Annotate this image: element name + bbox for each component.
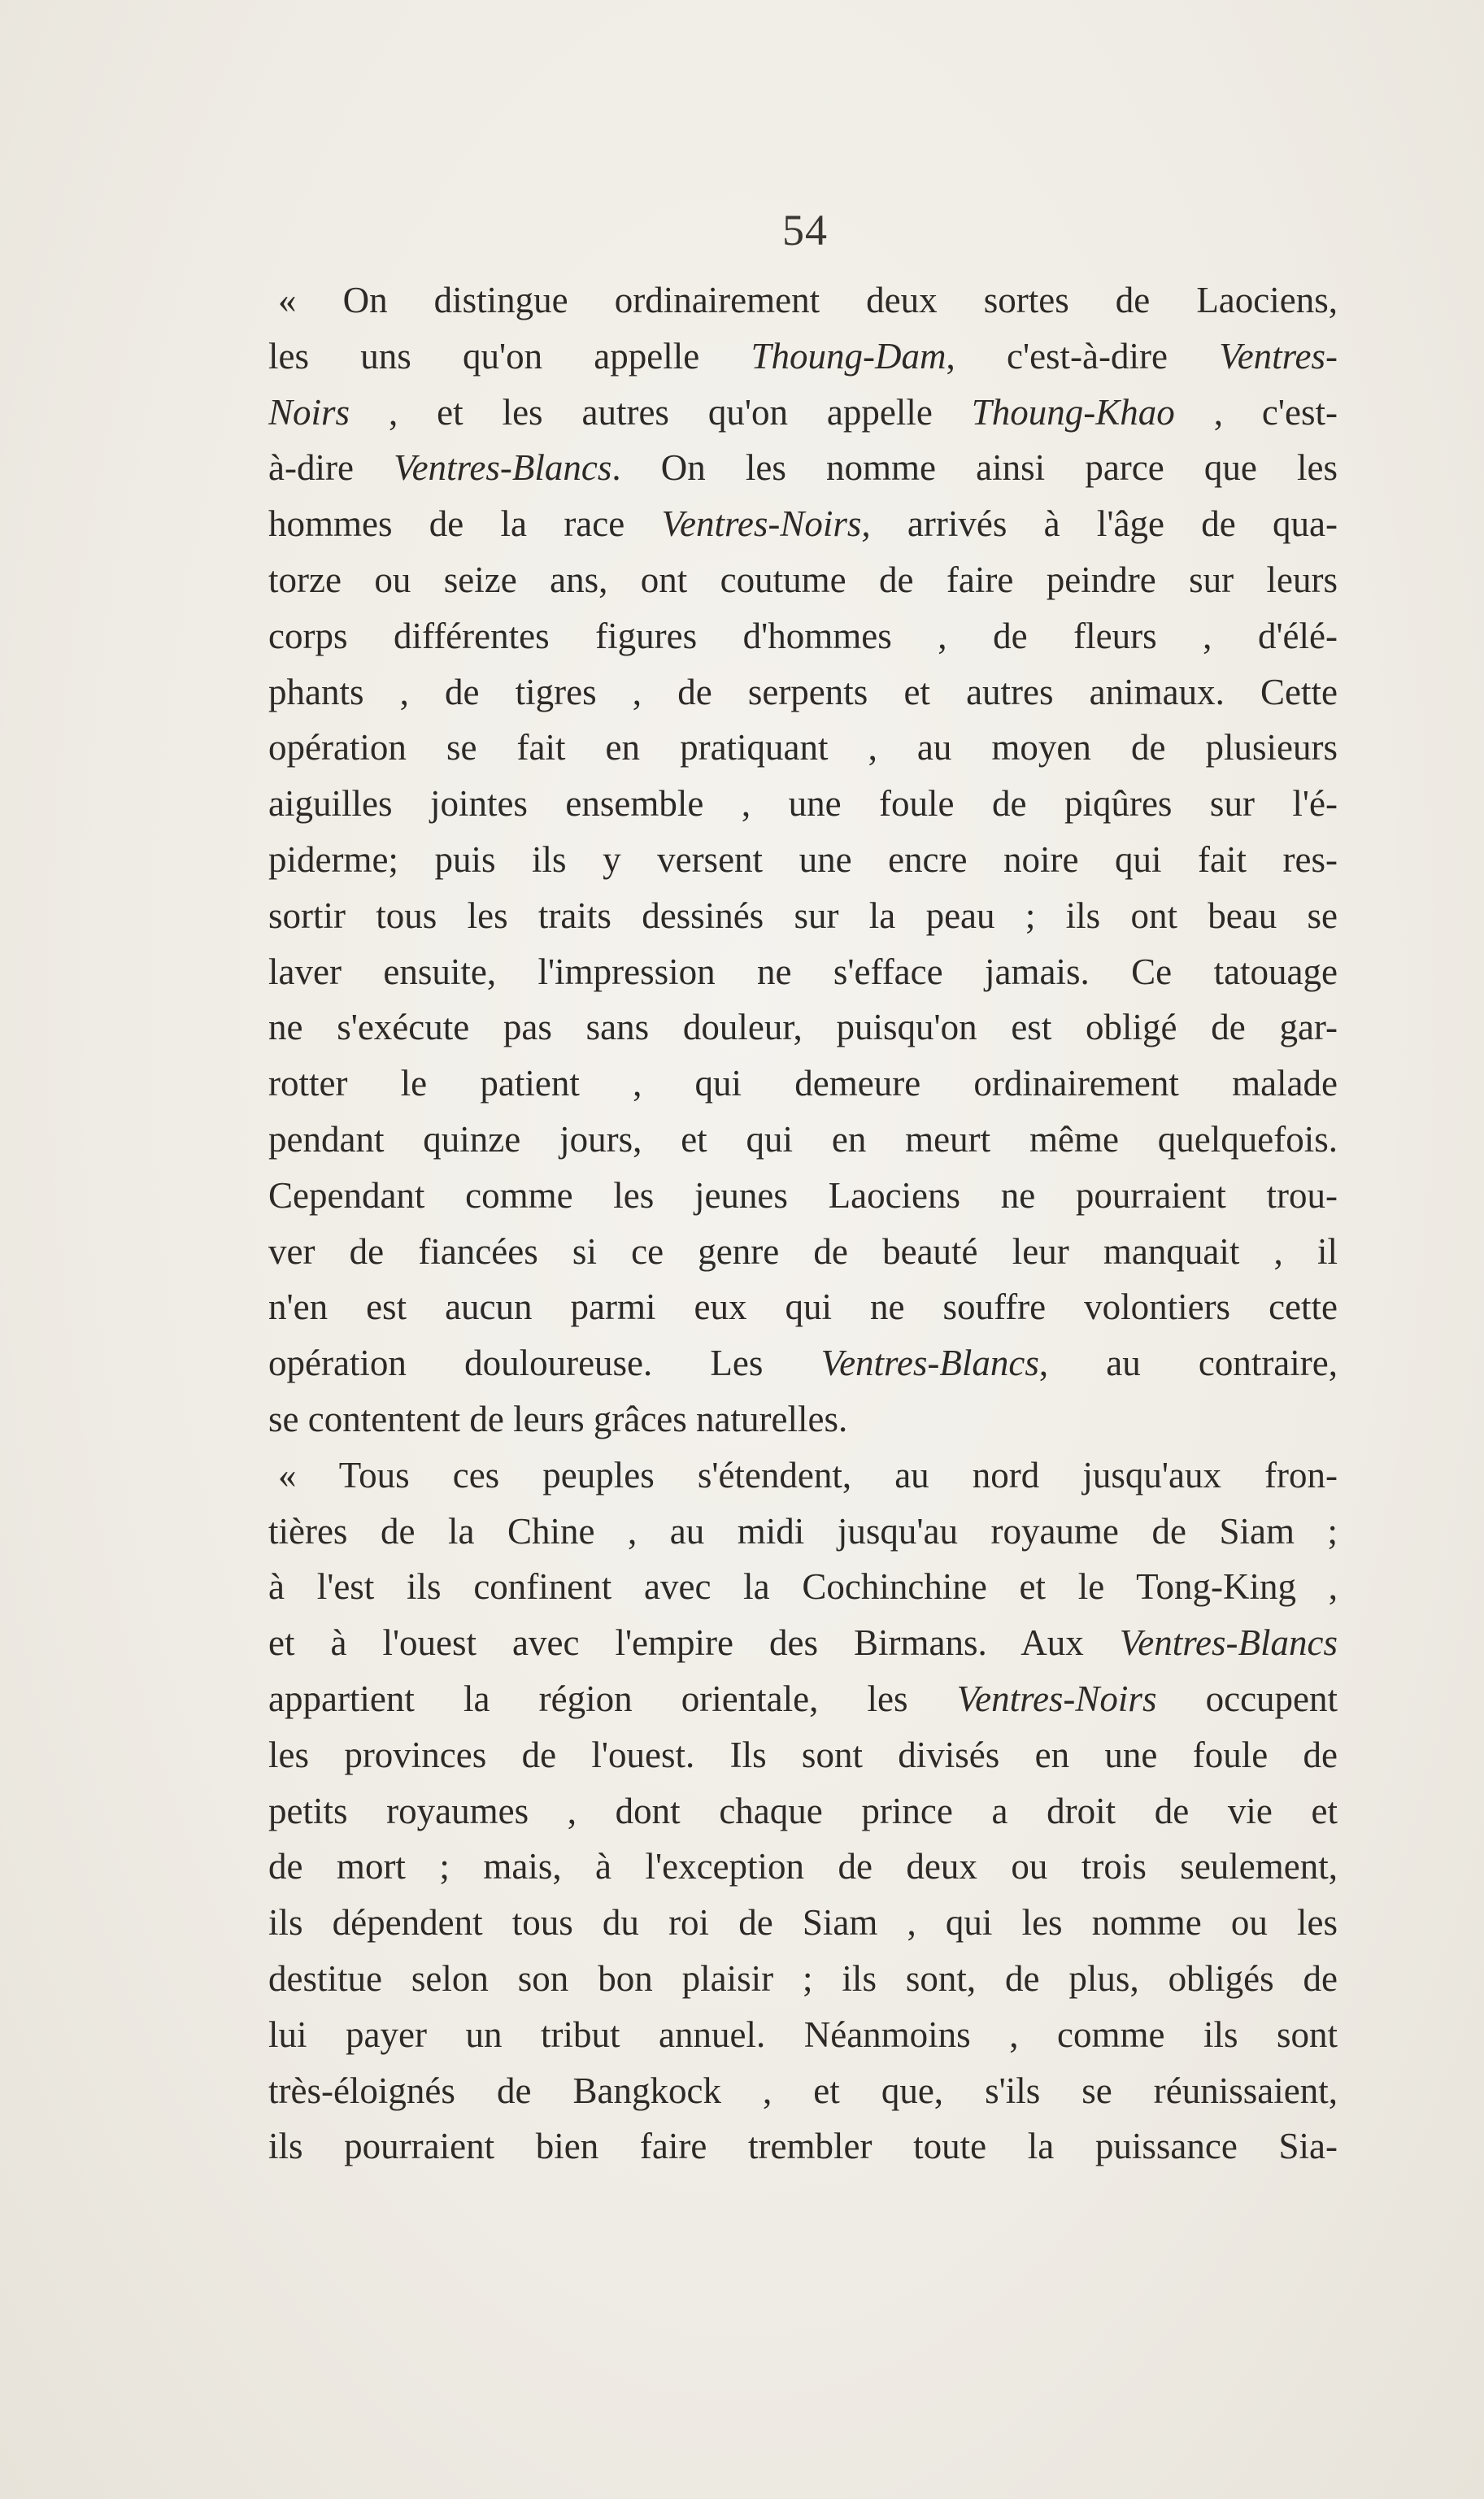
text-segment: corps différentes figures d'hommes , de fleurs , d'élé- [268, 615, 1338, 656]
text-segment: ils dépendent tous du roi de Siam , qui les nomme ou les [268, 1902, 1338, 1944]
text-segment: rotter le patient , qui demeure ordinairement malade [268, 1063, 1338, 1104]
text-segment: à-dire [268, 447, 394, 489]
text-segment: , et les autres qu'on appelle [350, 391, 972, 433]
text-line [268, 1504, 1338, 1560]
text-segment: . On les nomme ainsi parce que les [611, 447, 1338, 489]
italic-term: Thoung-Dam [751, 335, 947, 377]
text-segment: destitue selon son bon plaisir ; ils sont, de plus, obligés de [268, 1957, 1338, 1999]
text-segment: Cependant comme les jeunes Laociens ne pourraient trou- [268, 1174, 1338, 1216]
italic-term: Ventres-Blancs [820, 1343, 1039, 1384]
text-line [268, 608, 1338, 664]
text-segment: à l'est ils confinent avec la Cochinchine et le Tong-King , [268, 1566, 1338, 1608]
text-line [268, 999, 1338, 1056]
text-line [268, 1671, 1338, 1727]
text-segment: , au contraire, [1038, 1343, 1338, 1384]
text-segment: pendant quinze jours, et qui en meurt même quelquefois. [268, 1118, 1338, 1160]
text-segment: ne s'exécute pas sans douleur, puisqu'on est obligé de gar- [268, 1007, 1338, 1048]
text-segment: arrivés à l'âge de qua- [870, 503, 1338, 545]
text-line [268, 1335, 1338, 1391]
text-line [268, 832, 1338, 888]
italic-term: Ventres-Noirs [956, 1678, 1157, 1719]
text-segment: ver de fiancées si ce genre de beauté leur manquait , il [268, 1230, 1338, 1272]
text-line [268, 272, 1338, 329]
text-line [268, 888, 1338, 944]
text-line [268, 720, 1338, 776]
text-segment: , c'est- [1174, 391, 1338, 433]
text-segment: de mort ; mais, à l'exception de deux ou trois seulement, [268, 1846, 1338, 1887]
text-segment: « On distingue ordinairement deux sortes de Laociens, [278, 280, 1338, 320]
text-line [268, 1112, 1338, 1168]
body-text [268, 272, 1338, 2175]
text-line [268, 1448, 1338, 1504]
text-segment: et à l'ouest avec l'empire des Birmans. Aux [268, 1622, 1120, 1664]
text-line [268, 1224, 1338, 1280]
text-line [268, 1559, 1338, 1615]
text-segment: « Tous ces peuples s'étendent, au nord jusqu'aux fron- [278, 1454, 1338, 1495]
text-line [268, 1727, 1338, 1783]
page-number: 54 [782, 206, 828, 255]
text-segment: , c'est-à-dire [946, 335, 1220, 377]
text-segment: sortir tous les traits dessinés sur la peau ; ils ont beau se [268, 895, 1338, 936]
text-line [268, 1839, 1338, 1895]
italic-term: Noirs [268, 391, 350, 433]
text-line [268, 1056, 1338, 1112]
text-line [268, 385, 1338, 441]
text-segment: hommes de la race [268, 503, 662, 545]
text-line [268, 440, 1338, 496]
text-line [268, 776, 1338, 832]
text-segment: petits royaumes , dont chaque prince a droit de vie et [268, 1790, 1338, 1831]
text-segment: piderme; puis ils y versent une encre noire qui fait res- [268, 838, 1338, 880]
text-line [268, 552, 1338, 608]
text-segment: aiguilles jointes ensemble , une foule de piqûres sur l'é- [268, 783, 1338, 825]
text-segment: les uns qu'on appelle [268, 335, 751, 377]
text-segment: torze ou seize ans, ont coutume de faire peindre sur leurs [268, 559, 1338, 600]
text-segment: appartient la région orientale, les [268, 1678, 957, 1719]
text-segment: phants , de tigres , de serpents et autres animaux. Cette [268, 671, 1338, 712]
text-segment: opération se fait en pratiquant , au moyen de plusieurs [268, 727, 1338, 768]
text-line [268, 1279, 1338, 1335]
text-line [268, 2118, 1338, 2175]
italic-term: Ventres- [1219, 335, 1338, 377]
text-segment: se contentent de leurs grâces naturelles. [268, 1398, 848, 1439]
text-segment: occupent [1156, 1678, 1338, 1719]
text-line [268, 1783, 1338, 1839]
italic-term: Ventres-Blancs [394, 447, 612, 489]
text-line [268, 329, 1338, 385]
text-segment: lui payer un tribut annuel. Néanmoins , comme ils sont [268, 2014, 1338, 2055]
text-line [268, 944, 1338, 1000]
italic-term: Ventres-Blancs [1119, 1622, 1338, 1664]
text-segment: opération douloureuse. Les [268, 1343, 821, 1384]
text-line [268, 1951, 1338, 2007]
text-line [268, 664, 1338, 721]
text-segment: laver ensuite, l'impression ne s'efface jamais. Ce tatouage [268, 951, 1338, 992]
text-line [268, 1895, 1338, 1951]
text-segment: n'en est aucun parmi eux qui ne souffre volontiers cette [268, 1287, 1338, 1328]
text-line [268, 1615, 1338, 1671]
italic-term: Thoung-Khao [971, 391, 1175, 433]
text-line [268, 1391, 1338, 1448]
text-line [268, 496, 1338, 552]
text-line [268, 2063, 1338, 2119]
text-segment: très-éloignés de Bangkock , et que, s'ils se réunissaient, [268, 2070, 1338, 2111]
text-segment: tières de la Chine , au midi jusqu'au royaume de Siam ; [268, 1510, 1338, 1552]
text-segment: les provinces de l'ouest. Ils sont divisés en une foule de [268, 1734, 1338, 1775]
text-segment: ils pourraient bien faire trembler toute la puissance Sia- [268, 2126, 1338, 2167]
text-line [268, 1168, 1338, 1224]
text-line [268, 2007, 1338, 2063]
italic-term: Ventres-Noirs, [661, 503, 871, 545]
